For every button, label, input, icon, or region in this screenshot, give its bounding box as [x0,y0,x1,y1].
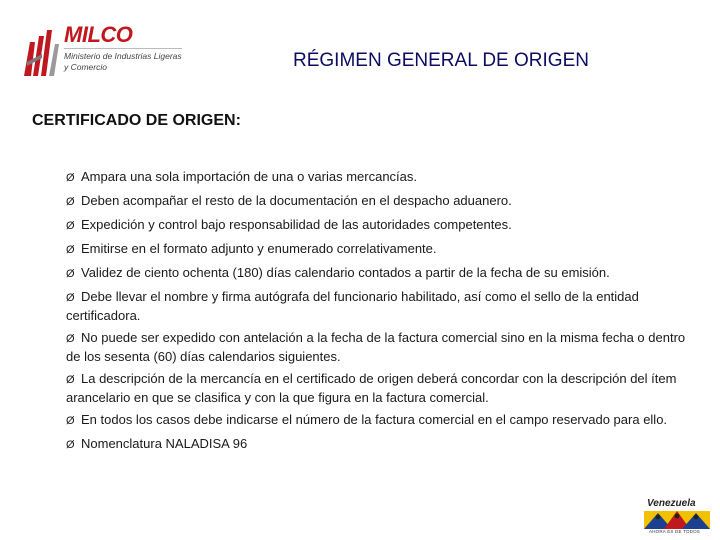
milco-emblem-icon [22,22,62,78]
people-figures-icon [644,511,710,529]
section-heading: CERTIFICADO DE ORIGEN: [32,112,241,129]
bullet-item [66,329,692,365]
bullet-arrow-icon: Ø [66,292,75,304]
bullet-text: En todos los casos debe indicarse el número de la factura comercial en el campo reservado para ello. [81,412,668,427]
bullet-text: Emitirse en el formato adjunto y enumerado correlativamente. [81,241,437,256]
bullet-item [66,240,692,259]
bullet-text: La descripción de la mercancía en el certificado de origen deberá concordar con la descripción del ítem arancelario en que se clasifica y con la que figura en la factura comercial. [66,371,677,405]
bullet-arrow-icon: Ø [66,439,75,451]
milco-logo [22,22,187,82]
logo-ministry-line2: y Comercio [64,62,107,72]
bullet-item [66,435,692,454]
logo-name: MILCO [64,22,133,47]
bullet-text: Nomenclatura NALADISA 96 [81,436,248,451]
logo-divider [64,48,182,49]
bullet-text: No puede ser expedido con antelación a la fecha de la factura comercial sino en la misma fecha o dentro de los sesenta (60) días calendarios siguientes. [66,330,686,364]
bullet-text: Deben acompañar el resto de la documentación en el despacho aduanero. [81,193,512,208]
bullet-text: Debe llevar el nombre y firma autógrafa del funcionario habilitado, así como el sello de la entidad certificadora. [66,289,639,323]
badge-tagline: AHORA ES DE TODOS [649,529,700,534]
bullet-arrow-icon: Ø [66,244,75,256]
bullet-item [66,216,692,235]
bullet-text: Ampara una sola importación de una o varias mercancías. [81,169,418,184]
bullet-text: Expedición y control bajo responsabilidad de las autoridades competentes. [81,217,512,232]
bullet-arrow-icon: Ø [66,415,75,427]
bullet-text: Validez de ciento ochenta (180) días calendario contados a partir de la fecha de su emisión. [81,265,610,280]
logo-ministry-line1: Ministerio de Industrias Ligeras [64,51,182,61]
bullet-item [66,264,692,283]
bullet-item [66,370,692,406]
venezuela-badge [644,498,710,536]
bullet-item [66,411,692,430]
bullet-arrow-icon: Ø [66,268,75,280]
bullet-item [66,288,692,324]
bullet-arrow-icon: Ø [66,220,75,232]
bullet-arrow-icon: Ø [66,333,75,345]
bullet-item [66,168,692,187]
bullet-arrow-icon: Ø [66,196,75,208]
badge-word: Venezuela [647,498,696,509]
page-title: RÉGIMEN GENERAL DE ORIGEN [293,50,589,71]
bullet-arrow-icon: Ø [66,374,75,386]
bullet-list [66,168,692,454]
bullet-arrow-icon: Ø [66,172,75,184]
bullet-item [66,192,692,211]
